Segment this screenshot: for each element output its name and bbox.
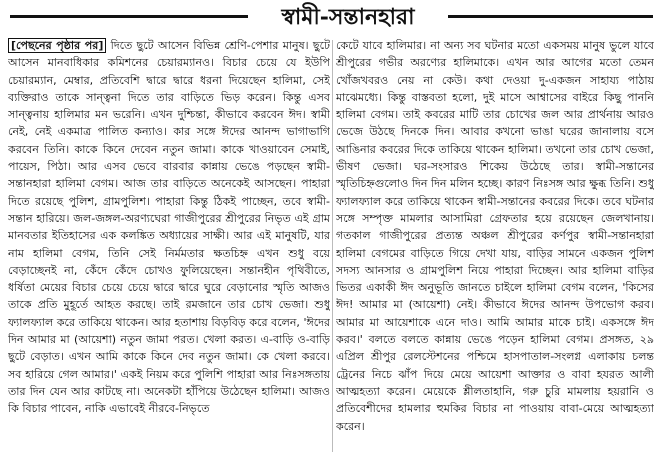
header-rule-left [10, 15, 248, 18]
continued-from-kicker: [পেছনের পৃষ্ঠার পর] [8, 38, 106, 53]
article-column-right [336, 37, 654, 455]
article-header [0, 0, 660, 36]
article-column-left [8, 37, 330, 455]
header-rule-right [448, 15, 653, 18]
right-column-text: কেটে যাবে হালিমার। না অন্য সব ঘটনার মতো একসময় মানুষ ভুলে যাবে শ্রীপুরের গভীর অরণ্যের হালিমাকে। এখন আর আগের মতো তেমন খোঁজখবরও নেয় না কেউ। কথা দেওয়া দু-একজন সাহায্য পাঠায় মাঝেমধ্যে। কিন্তু বাস্তবতা হলো, দুই মাসে আশ্বাসের বাইরে কিছু পাননি হালিমা বেগম। তাই কবরের মাটি তার চোখের জল আর প্রার্থনায় আরও ভেজে উঠছে দিনকে দিন। আবার কখনো ভাঙা ঘরের জানালায় বসে আঙিনার কবরের দিকে তাকিয়ে থাকেন হালিমা। তখনো তার চোখ ভেজা, ভীষণ ভেজা। ঘর-সংসারও শিকেয় উঠেছে তার। স্বামী-সন্তানের স্মৃতিচিহ্নগুলোও দিন দিন মলিন হচ্ছে। কারণ নিঃসঙ্গ আর ক্ষুব্ধ তিনি। শুধু ফ্যালফ্যাল করে তাকিয়ে থাকেন স্বামী-সন্তানের কবরের দিকে। তবে ঘটনার সঙ্গে সম্পৃক্ত মামলার আসামিরা গ্রেফতার হয়ে রয়েছেন জেলখানায়। গতকাল গাজীপুরের প্রত্যন্ত অঞ্চল শ্রীপুরের কর্ণপুর স্বামী-সন্তানহারা হালিমা বেগমের বাড়িতে গিয়ে দেখা যায়, বাড়ির সামনে একজন পুলিশ সদস্য আনসার ও গ্রামপুলিশ নিয়ে পাহারা দিচ্ছেন। আর হালিমা বাড়ির ভিতর একাকী ঈদ অনুভূতি জানতে চাইলে হালিমা বেগম বলেন, 'কিসের ঈদ! আমার মা (আয়েশা) নেই। কীভাবে ঈদের আনন্দ উপভোগ করব। আমার মা আয়েশাকে এনে দাও। আমি আমার মাকে চাই। একসঙ্গে ঈদ করব।' বলতে বলতে কান্নায় ভেঙে পড়েন হালিমা বেগম। প্রসঙ্গত, ২৯ এপ্রিল শ্রীপুর রেলস্টেশনের পশ্চিমে হাসপাতাল-সংলগ্ন এলাকায় চলন্ত ট্রেনের নিচে ঝাঁপ দিয়ে মেয়ে আয়েশা আক্তার ও বাবা হযরত আলী আত্মহত্যা করেন। মেয়েকে শ্লীলতাহানি, গরু চুরি মামলায় হয়রানি ও প্রতিবেশীদের হামলার হুমকির বিচার না পাওয়ায় বাবা-মেয়ে আত্মহত্যা করেন। [336, 39, 654, 433]
column-divider [332, 40, 333, 452]
article-title: স্বামী-সন্তানহারা [281, 4, 415, 30]
left-column-text: দিতে ছুটে আসেন বিভিন্ন শ্রেণি-পেশার মানুষ। ছুটে আসেন মানবাধিকার কমিশনের চেয়ারম্যানও। বিচার চেয়ে যে ইউপি চেয়ারম্যান, মেম্বার, প্রতিবেশি দ্বারে দ্বারে ধরনা দিয়েছেন হালিমা, সেই ব্যক্তিরাও তাকে সান্ত্বনা দিতে তার বাড়িতে ভিড় করেন। কিন্তু এসব সান্ত্বনায় হালিমার মন ভরেনি। এখন দুশ্চিন্তা, কীভাবে করবেন ঈদ। স্বামী নেই, নেই একমাত্র পালিত কন্যাও। কার সঙ্গে ঈদের আনন্দ ভাগাভাগি করবেন তিনি। কাকে কিনে দেবেন নতুন জামা। কাকে খাওয়াবেন সেমাই, পায়েস, পিঠা। আর এসব ভেবে বারবার কান্নায় ভেঙে পড়ছেন স্বামী-সন্তানহারা হালিমা বেগম। আজ তার বাড়িতে অনেকেই আসছেন। পাহারা দিতে রয়েছে পুলিশ, গ্রামপুলিশ। পাহারা কিন্তু ঠিকই পাচ্ছেন, তবে স্বামী-সন্তান হারিয়ে। জল-জঙ্গল-অরণ্যঘেরা গাজীপুরের শ্রীপুরের নিভৃত এই গ্রাম মানবতার ইতিহাসের এক কলঙ্কিত অধ্যায়ের সাক্ষী। আর এই মানুষটি, যার নাম হালিমা বেগম, তিনি সেই নির্মমতার ক্ষতচিহ্ন এখন শুধু বয়ে বেড়াচ্ছেনই না, কেঁদে কেঁদে চোখও ফুলিয়েছেন। সন্তানহীন পৃথিবীতে, ধর্ষিতা মেয়ের বিচার চেয়ে চেয়ে দ্বারে দ্বারে ঘুরে বেড়ানোর স্মৃতি আজও তাকে প্রতি মুহূর্তে আহত করছে। তাই রমজানে তার চোখ ভেজা। শুধু ফ্যালফ্যাল করে তাকিয়ে থাকেন। আর হতাশায় বিড়বিড় করে বলেন, 'ঈদের দিন আমার মা (আয়েশা) নতুন জামা পরত। খেলা করত। এ-বাড়ি ও-বাড়ি ছুটে বেড়াত। এখন আমি কাকে কিনে দেব নতুন জামা। কে খেলা করবে। সব হারিয়ে গেল আমার।' একই নিয়ম করে পুলিশি পাহারা আর নিঃসঙ্গতায় তার দিন যেন আর কাটছে না। অনেকটা হাঁপিয়ে উঠেছেন হালিমা। আজও কি বিচার পাবেন, নাকি এভাবেই নীরবে-নিভৃতে [8, 39, 330, 416]
article-paragraph-left [8, 37, 330, 418]
